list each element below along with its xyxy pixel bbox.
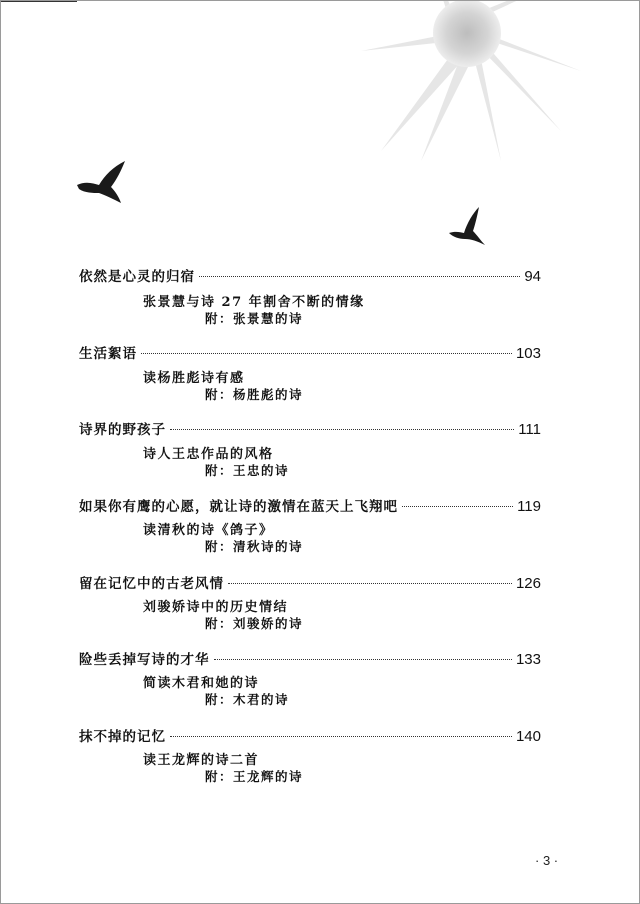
toc-row[interactable] (79, 648, 541, 670)
toc-title: 留在记忆中的古老风情 (79, 576, 224, 592)
toc-page-number: 126 (515, 575, 541, 592)
toc-subtitle: 读杨胜彪诗有感 (143, 371, 245, 386)
toc-row[interactable] (79, 725, 541, 747)
toc-page-number: 133 (515, 651, 541, 668)
dot-leader (170, 429, 514, 430)
toc-title: 依然是心灵的归宿 (79, 269, 195, 285)
toc-title: 诗界的野孩子 (79, 422, 166, 438)
toc-attachment: 附：杨胜彪的诗 (205, 387, 304, 402)
toc-row[interactable] (79, 572, 541, 594)
toc-page-number: 111 (518, 421, 541, 438)
toc-attachment: 附：王忠的诗 (205, 463, 290, 478)
table-of-contents (1, 1, 640, 904)
page-number: · 3 · (535, 853, 559, 868)
toc-subtitle: 刘骏娇诗中的历史情结 (143, 600, 289, 615)
toc-attachment: 附：王龙辉的诗 (205, 769, 304, 784)
dot-leader (402, 506, 513, 507)
toc-subtitle: 读清秋的诗《鸽子》 (143, 523, 274, 538)
toc-attachment: 附：清秋诗的诗 (205, 539, 304, 554)
toc-page-number: 94 (524, 268, 541, 285)
dot-leader (214, 659, 512, 660)
toc-attachment: 附：张景慧的诗 (205, 311, 304, 326)
toc-row[interactable] (79, 418, 541, 440)
toc-page-number: 140 (515, 728, 541, 745)
toc-title: 险些丢掉写诗的才华 (79, 652, 210, 668)
toc-title: 抹不掉的记忆 (79, 729, 166, 745)
toc-attachment: 附：木君的诗 (205, 692, 290, 707)
toc-subtitle: 简读木君和她的诗 (143, 676, 260, 691)
toc-page-number: 119 (517, 498, 541, 515)
toc-subtitle: 张景慧与诗 27 年割舍不断的情缘 (143, 295, 365, 310)
toc-title: 生活絮语 (79, 346, 137, 362)
dot-leader (199, 276, 520, 277)
dot-leader (228, 583, 512, 584)
toc-row[interactable] (79, 265, 541, 287)
dot-leader (141, 353, 512, 354)
toc-row[interactable] (79, 495, 541, 517)
toc-subtitle: 诗人王忠作品的风格 (143, 447, 274, 462)
dot-leader (170, 736, 512, 737)
toc-page-number: 103 (515, 345, 541, 362)
toc-title: 如果你有鹰的心愿，就让诗的激情在蓝天上飞翔吧 (79, 499, 398, 515)
toc-attachment: 附：刘骏娇的诗 (205, 616, 304, 631)
toc-subtitle: 读王龙辉的诗二首 (143, 753, 260, 768)
toc-row[interactable] (79, 342, 541, 364)
